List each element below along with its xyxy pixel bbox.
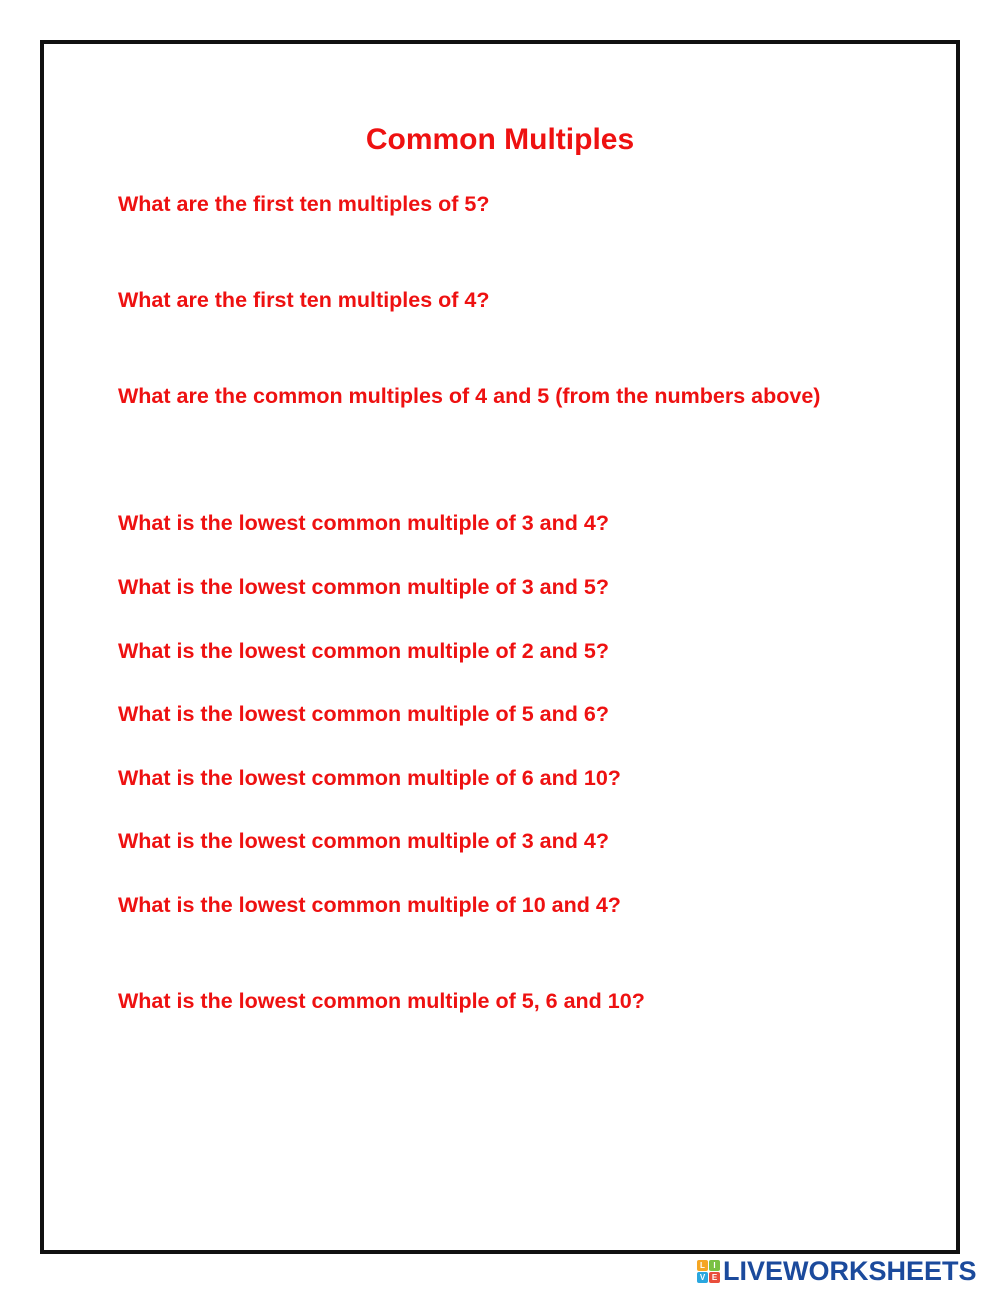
question-2: What are the first ten multiples of 4? (118, 288, 490, 312)
brand-block-v: V (697, 1272, 708, 1283)
question-3: What are the common multiples of 4 and 5 (from the numbers above) (118, 384, 821, 408)
page-title: Common Multiples (365, 123, 635, 156)
question-4: What is the lowest common multiple of 3 and 4? (118, 511, 609, 535)
question-11: What is the lowest common multiple of 5, 6 and 10? (118, 989, 645, 1013)
question-1: What are the first ten multiples of 5? (118, 192, 490, 216)
brand-block-l: L (697, 1260, 708, 1271)
liveworksheets-logo (697, 1257, 977, 1285)
brand-text: LIVEWORKSHEETS (723, 1256, 977, 1286)
question-9: What is the lowest common multiple of 3 and 4? (118, 829, 609, 853)
question-8: What is the lowest common multiple of 6 and 10? (118, 766, 621, 790)
question-10: What is the lowest common multiple of 10 and 4? (118, 893, 621, 917)
brand-block-e: E (709, 1272, 720, 1283)
brand-block-i: I (709, 1260, 720, 1271)
brand-blocks-icon (697, 1260, 720, 1283)
question-5: What is the lowest common multiple of 3 and 5? (118, 575, 609, 599)
question-7: What is the lowest common multiple of 5 and 6? (118, 702, 609, 726)
worksheet-frame (40, 40, 960, 1254)
question-6: What is the lowest common multiple of 2 and 5? (118, 639, 609, 663)
